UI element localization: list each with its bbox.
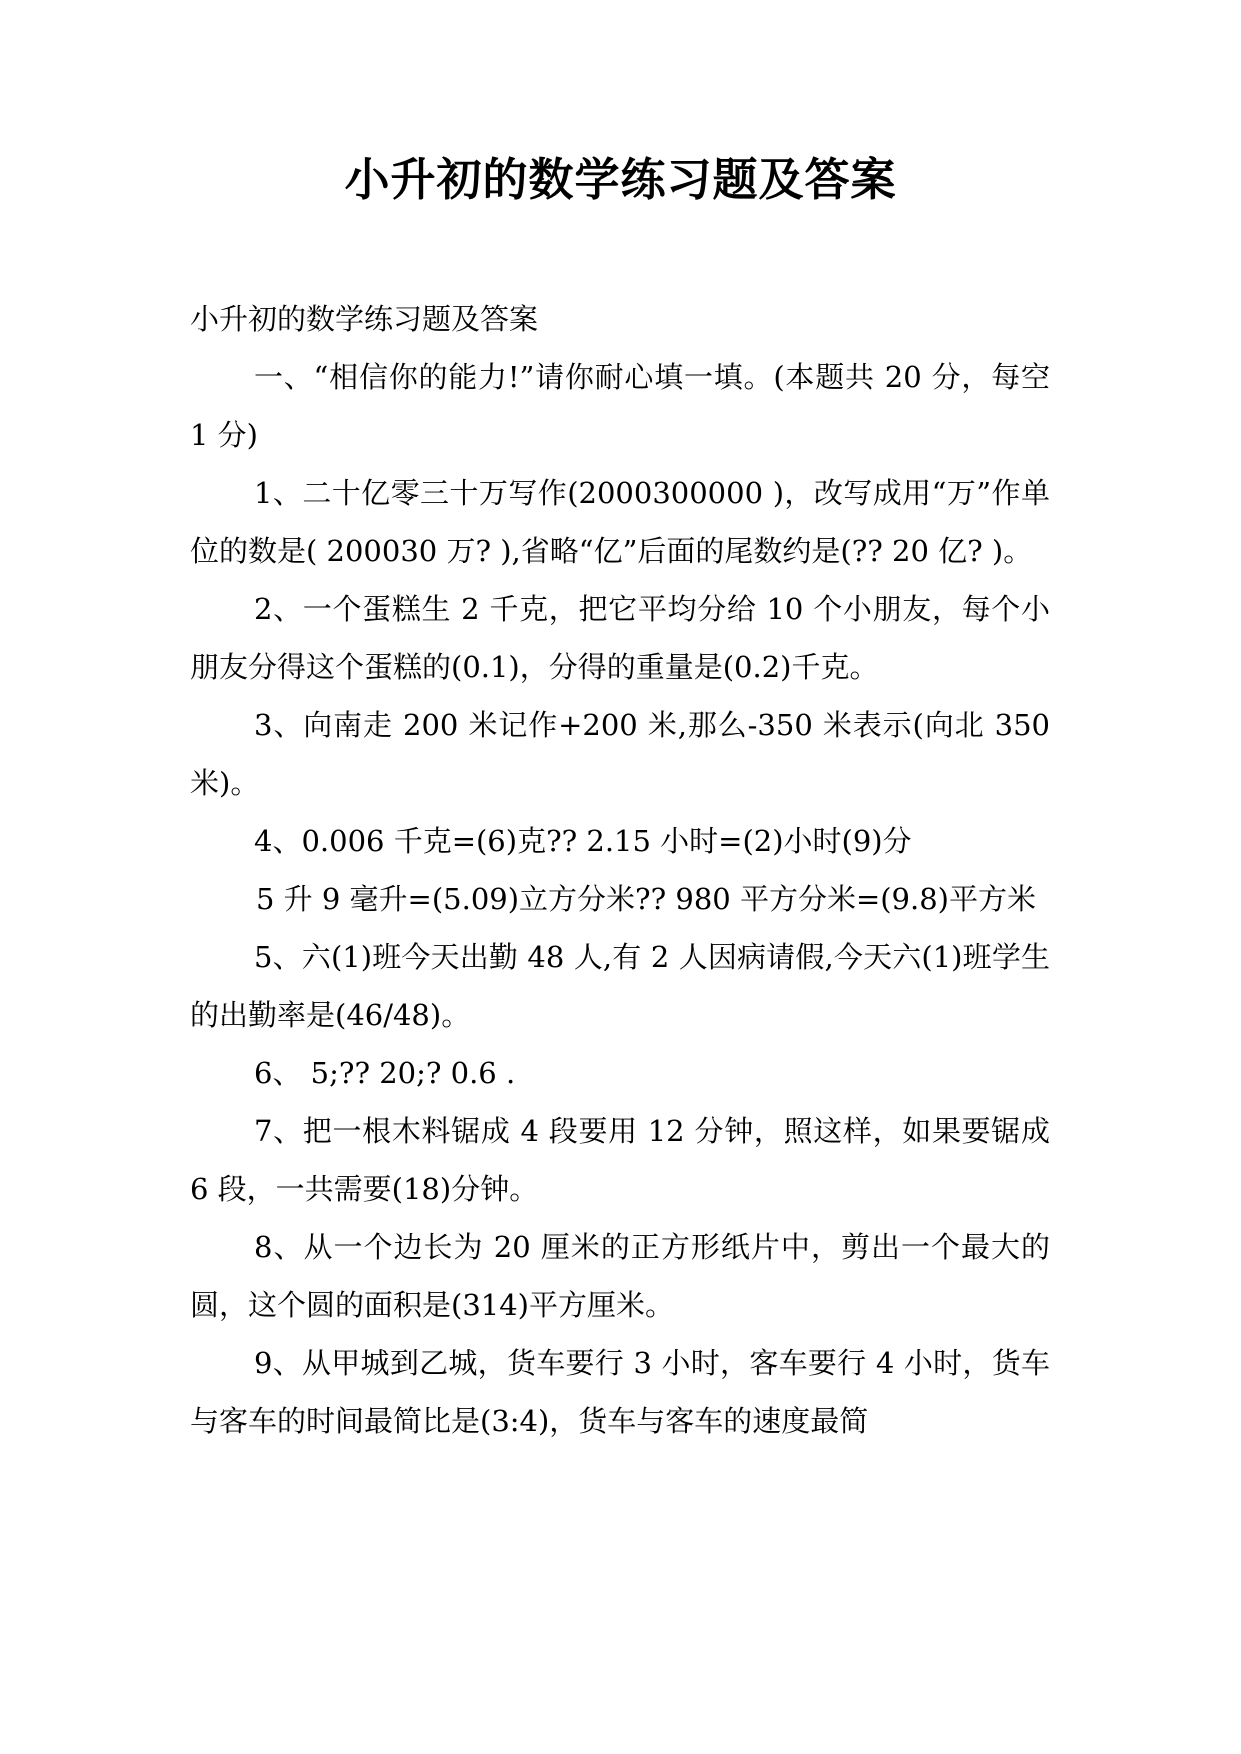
document-body	[190, 290, 1050, 1450]
question-4-continued: 5 升 9 毫升=(5.09)立方分米?? 980 平方分米=(9.8)平方米	[256, 882, 1036, 916]
question-4: 4、0.006 千克=(6)克?? 2.15 小时=(2)小时(9)分	[254, 824, 912, 858]
question-8: 8、从一个边长为 20 厘米的正方形纸片中，剪出一个最大的圆，这个圆的面积是(314)平方厘米。	[190, 1230, 1050, 1322]
question-1: 1、二十亿零三十万写作(2000300000 )，改写成用“万”作单位的数是( 200030 万? ),省略“亿”后面的尾数约是(?? 20 亿? )。	[190, 476, 1050, 568]
subtitle-paragraph: 小升初的数学练习题及答案	[190, 302, 539, 336]
question-6: 6、 5;?? 20;? 0.6 .	[254, 1056, 516, 1090]
section-heading: 一、“相信你的能力!”请你耐心填一填。(本题共 20 分，每空 1 分)	[190, 360, 1050, 452]
question-2: 2、一个蛋糕生 2 千克，把它平均分给 10 个小朋友，每个小朋友分得这个蛋糕的(0.1)，分得的重量是(0.2)千克。	[190, 592, 1050, 684]
question-3: 3、向南走 200 米记作+200 米,那么-350 米表示(向北 350 米)。	[190, 708, 1050, 800]
question-7: 7、把一根木料锯成 4 段要用 12 分钟，照这样，如果要锯成 6 段，一共需要(18)分钟。	[190, 1114, 1050, 1206]
question-9: 9、从甲城到乙城，货车要行 3 小时，客车要行 4 小时，货车与客车的时间最简比是(3:4)，货车与客车的速度最简	[190, 1346, 1050, 1438]
question-5: 5、六(1)班今天出勤 48 人,有 2 人因病请假,今天六(1)班学生的出勤率是(46/48)。	[190, 940, 1050, 1032]
document-title: 小升初的数学练习题及答案	[344, 153, 897, 206]
